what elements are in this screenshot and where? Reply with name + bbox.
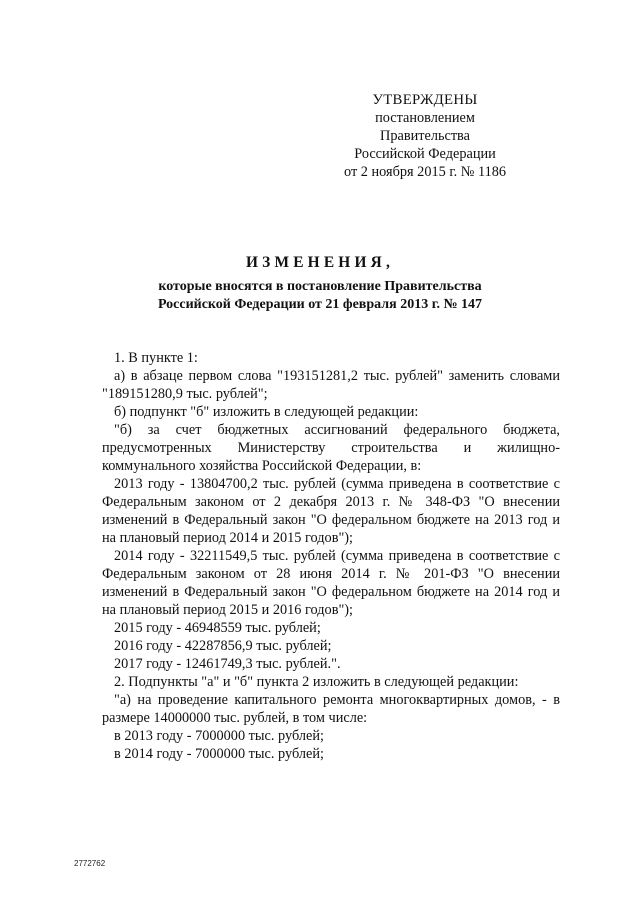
paragraph-year-2013: 2013 году - 13804700,2 тыс. рублей (сумма приведена в соответствие с Федеральным законом от 2 декабря 2013 г. № 348-ФЗ "О внесении изменений в Федеральный закон "О федеральном бюджете на 2013 год и на плановый период 2014 и 2015 годов");: [102, 476, 560, 546]
subtitle-line-1: которые вносятся в постановление Правительства: [158, 279, 482, 294]
approved-heading: УТВЕРЖДЕНЫ: [372, 92, 478, 108]
document-title: ИЗМЕНЕНИЯ,: [245, 254, 395, 271]
subtitle-line-2: Российской Федерации от 21 февраля 2013 г. № 147: [157, 297, 483, 312]
paragraph-2013-amount: в 2013 году - 7000000 тыс. рублей;: [114, 728, 324, 744]
paragraph-subpoint-a: а) в абзаце первом слова "193151281,2 тыс. рублей" заменить словами "189151280,9 тыс. рублей";: [102, 368, 560, 402]
paragraph-2014-amount: в 2014 году - 7000000 тыс. рублей;: [114, 746, 324, 762]
paragraph-point-1: 1. В пункте 1:: [114, 350, 198, 366]
approval-block: [330, 91, 520, 181]
paragraph-year-2015: 2015 году - 46948559 тыс. рублей;: [114, 620, 321, 636]
paragraph-year-2016: 2016 году - 42287856,9 тыс. рублей;: [114, 638, 332, 654]
paragraph-year-2017: 2017 году - 12461749,3 тыс. рублей.".: [114, 656, 341, 672]
paragraph-year-2014: 2014 году - 32211549,5 тыс. рублей (сумма приведена в соответствие с Федеральным законом от 28 июня 2014 г. № 201-ФЗ "О внесении изменений в Федеральный закон "О федеральном бюджете на 2014 год и на плановый период 2015 и 2016 годов");: [102, 548, 560, 618]
document-body: [102, 349, 560, 763]
document-subtitle: [0, 278, 640, 314]
paragraph-point-2a: "а) на проведение капитального ремонта многоквартирных домов, - в размере 14000000 тыс. рублей, в том числе:: [102, 692, 560, 726]
approved-line-2: Российской Федерации: [354, 146, 496, 162]
approved-line-1: постановлением Правительства: [375, 110, 475, 144]
document-code: 2772762: [74, 859, 106, 868]
approved-line-3: от 2 ноября 2015 г. № 1186: [343, 164, 507, 180]
paragraph-point-2: 2. Подпункты "а" и "б" пункта 2 изложить в следующей редакции:: [114, 674, 519, 690]
paragraph-b-text: "б) за счет бюджетных ассигнований федерального бюджета, предусмотренных Министерству строительства и жилищно-коммунального хозяйства Российской Федерации, в:: [102, 422, 560, 474]
paragraph-subpoint-b: б) подпункт "б" изложить в следующей редакции:: [114, 404, 419, 420]
